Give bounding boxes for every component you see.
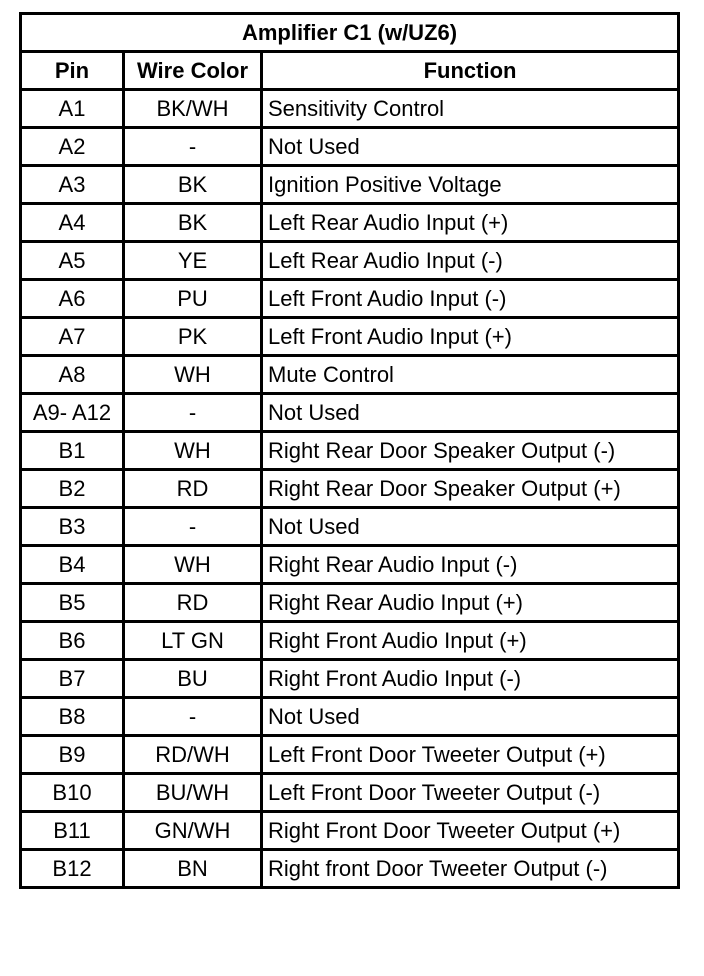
table-row <box>21 622 679 660</box>
pin-cell: A7 <box>21 318 124 356</box>
pin-cell: B7 <box>21 660 124 698</box>
wire-color-cell: PK <box>124 318 262 356</box>
pin-cell: B1 <box>21 432 124 470</box>
function-cell: Sensitivity Control <box>262 90 679 128</box>
function-cell: Left Front Audio Input (+) <box>262 318 679 356</box>
function-cell: Right Rear Audio Input (+) <box>262 584 679 622</box>
wire-color-cell: BK <box>124 166 262 204</box>
wire-color-cell: BK/WH <box>124 90 262 128</box>
function-cell: Right Front Audio Input (-) <box>262 660 679 698</box>
table-row <box>21 660 679 698</box>
wire-color-cell: - <box>124 698 262 736</box>
header-row <box>21 52 679 90</box>
pin-cell: B3 <box>21 508 124 546</box>
wire-color-cell: LT GN <box>124 622 262 660</box>
function-cell: Not Used <box>262 698 679 736</box>
wire-color-cell: RD <box>124 584 262 622</box>
pin-cell: A6 <box>21 280 124 318</box>
pin-cell: B11 <box>21 812 124 850</box>
table-title: Amplifier C1 (w/UZ6) <box>21 14 679 52</box>
table-row <box>21 394 679 432</box>
wire-color-cell: WH <box>124 432 262 470</box>
table-row <box>21 812 679 850</box>
pin-cell: A2 <box>21 128 124 166</box>
table-row <box>21 280 679 318</box>
wire-color-cell: - <box>124 394 262 432</box>
wire-color-cell: BN <box>124 850 262 888</box>
wire-color-cell: YE <box>124 242 262 280</box>
function-cell: Left Front Audio Input (-) <box>262 280 679 318</box>
wire-color-cell: BU <box>124 660 262 698</box>
wire-color-cell: BK <box>124 204 262 242</box>
function-cell: Mute Control <box>262 356 679 394</box>
pin-cell: B2 <box>21 470 124 508</box>
pin-cell: B8 <box>21 698 124 736</box>
wire-color-cell: WH <box>124 546 262 584</box>
function-cell: Right Front Door Tweeter Output (+) <box>262 812 679 850</box>
connector-pinout-table <box>19 12 680 889</box>
table-row <box>21 584 679 622</box>
pin-cell: B10 <box>21 774 124 812</box>
wire-color-cell: WH <box>124 356 262 394</box>
header-function: Function <box>262 52 679 90</box>
function-cell: Not Used <box>262 508 679 546</box>
table-body <box>21 14 679 888</box>
function-cell: Left Rear Audio Input (+) <box>262 204 679 242</box>
table-row <box>21 432 679 470</box>
pin-cell: A1 <box>21 90 124 128</box>
wire-color-cell: - <box>124 128 262 166</box>
table-row <box>21 774 679 812</box>
table-row <box>21 736 679 774</box>
table-row <box>21 508 679 546</box>
table-row <box>21 204 679 242</box>
function-cell: Left Front Door Tweeter Output (+) <box>262 736 679 774</box>
function-cell: Ignition Positive Voltage <box>262 166 679 204</box>
wire-color-cell: PU <box>124 280 262 318</box>
pin-cell: B12 <box>21 850 124 888</box>
pin-cell: A9- A12 <box>21 394 124 432</box>
function-cell: Right Rear Door Speaker Output (+) <box>262 470 679 508</box>
function-cell: Left Front Door Tweeter Output (-) <box>262 774 679 812</box>
wire-color-cell: - <box>124 508 262 546</box>
pin-cell: A8 <box>21 356 124 394</box>
table-row <box>21 90 679 128</box>
pin-cell: A4 <box>21 204 124 242</box>
table-row <box>21 850 679 888</box>
pin-cell: A3 <box>21 166 124 204</box>
pin-cell: B6 <box>21 622 124 660</box>
table-row <box>21 356 679 394</box>
function-cell: Not Used <box>262 394 679 432</box>
title-row <box>21 14 679 52</box>
pin-cell: B4 <box>21 546 124 584</box>
function-cell: Right Front Audio Input (+) <box>262 622 679 660</box>
function-cell: Right Rear Audio Input (-) <box>262 546 679 584</box>
header-wire-color: Wire Color <box>124 52 262 90</box>
pin-cell: B9 <box>21 736 124 774</box>
wire-color-cell: RD/WH <box>124 736 262 774</box>
table-row <box>21 242 679 280</box>
table-row <box>21 698 679 736</box>
pin-cell: B5 <box>21 584 124 622</box>
function-cell: Left Rear Audio Input (-) <box>262 242 679 280</box>
table-row <box>21 318 679 356</box>
function-cell: Not Used <box>262 128 679 166</box>
pin-cell: A5 <box>21 242 124 280</box>
function-cell: Right front Door Tweeter Output (-) <box>262 850 679 888</box>
function-cell: Right Rear Door Speaker Output (-) <box>262 432 679 470</box>
table-row <box>21 128 679 166</box>
table-row <box>21 546 679 584</box>
table-row <box>21 166 679 204</box>
header-pin: Pin <box>21 52 124 90</box>
wire-color-cell: BU/WH <box>124 774 262 812</box>
wire-color-cell: GN/WH <box>124 812 262 850</box>
wire-color-cell: RD <box>124 470 262 508</box>
table-row <box>21 470 679 508</box>
